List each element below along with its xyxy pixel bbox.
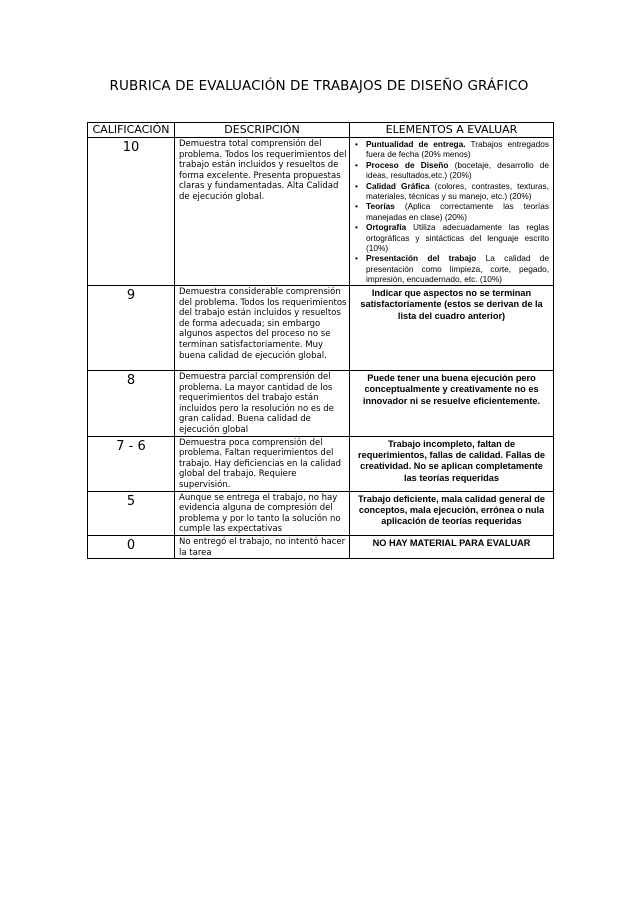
header-calificacion: CALIFICACIÓN — [88, 123, 175, 138]
criterion-text: (Aplica correctamente las teorías manejadas en clase) (20%) — [366, 201, 549, 222]
header-descripcion: DESCRIPCIÓN — [175, 123, 350, 138]
table-row — [88, 286, 554, 371]
list-item — [355, 253, 549, 284]
grade-cell: 9 — [88, 286, 175, 371]
table-row — [88, 535, 554, 558]
header-row — [88, 123, 554, 138]
evaluation-cell: NO HAY MATERIAL PARA EVALUAR — [350, 535, 554, 558]
list-item — [355, 160, 549, 181]
description-cell: Demuestra total comprensión del problema. Todos los requerimientos del trabajo están incluidos y resueltos de forma excelente. Presenta propuestas claras y fundamentadas. Alta Calidad de ejecución global. — [175, 138, 350, 286]
bullet-icon: • — [355, 253, 358, 264]
description-cell: Aunque se entrega el trabajo, no hay evidencia alguna de compresión del problema y por lo tanto la solución no cumple las expectativas — [175, 491, 350, 535]
list-item — [355, 139, 549, 160]
criterion-name: Calidad Gráfica — [366, 180, 430, 191]
bullet-icon: • — [355, 222, 358, 233]
bullet-icon: • — [355, 180, 358, 191]
criterion-text: La calidad de presentación como limpieza, corte, pegado, impresión, encuadernado, etc. (10%) — [366, 253, 549, 285]
evaluation-cell: Trabajo deficiente, mala calidad general de conceptos, mala ejecución, errónea o nula aplicación de teorías requeridas — [350, 491, 554, 535]
criteria-list — [355, 139, 549, 285]
list-item — [355, 201, 549, 222]
description-cell: Demuestra parcial comprensión del problema. La mayor cantidad de los requerimientos del trabajo están incluidos pero la resolución no es de gran calidad. Buena calidad de ejecución global — [175, 371, 350, 437]
grade-cell: 10 — [88, 138, 175, 286]
evaluation-cell: Puede tener una buena ejecución pero conceptualmente y creativamente no es innovador ni se resuelve eficientemente. — [350, 371, 554, 437]
table-row — [88, 138, 554, 286]
criterion-text: (bocetaje, desarrollo de ideas, resultados,etc.) (20%) — [366, 159, 550, 181]
criterion-name: Puntualidad de entrega. — [366, 139, 466, 149]
table-row — [88, 436, 554, 491]
description-cell: Demuestra poca comprensión del problema. Faltan requerimientos del trabajo. Hay deficiencias en la calidad global del trabajo. Requiere supervisión. — [175, 436, 350, 491]
criterion-text: (colores, contrastes, texturas, materiales, técnicas y su manejo, etc.) (20%) — [366, 180, 549, 202]
bullet-icon: • — [355, 139, 358, 149]
evaluation-cell: Indicar que aspectos no se terminan satisfactoriamente (estos se derivan de la lista del cuadro anterior) — [350, 286, 554, 371]
grade-cell: 7 - 6 — [88, 436, 175, 491]
criterion-name: Presentación del trabajo — [366, 253, 477, 264]
grade-cell: 8 — [88, 371, 175, 437]
list-item — [355, 222, 549, 253]
criterion-name: Ortografía — [366, 222, 407, 233]
grade-cell: 0 — [88, 535, 175, 558]
grade-cell: 5 — [88, 491, 175, 535]
table-row — [88, 371, 554, 437]
criterion-name: Teorías — [366, 201, 395, 212]
document-title: RUBRICA DE EVALUACIÓN DE TRABAJOS DE DISEÑO GRÁFICO — [109, 78, 529, 94]
bullet-icon: • — [355, 159, 358, 170]
bullet-icon: • — [355, 201, 358, 212]
criterion-text: Trabajos entregados fuera de fecha (20% menos) — [366, 139, 549, 160]
rubric-table — [87, 122, 554, 559]
criterion-text: Utiliza adecuadamente las reglas ortográficas y sintácticas del lenguaje escrito (10%) — [366, 222, 549, 254]
description-cell: No entregó el trabajo, no intentó hacer la tarea — [175, 535, 350, 558]
evaluation-cell: Trabajo incompleto, faltan de requerimientos, fallas de calidad. Fallas de creatividad. No se aplican completamente las teorías requeridas — [350, 436, 554, 491]
header-elementos: ELEMENTOS A EVALUAR — [350, 123, 554, 138]
description-cell: Demuestra considerable comprensión del problema. Todos los requerimientos del trabajo están incluidos y resueltos de forma adecuada; sin embargo algunos aspectos del proceso no se terminan satisfactoriamente. Muy buena calidad de ejecución global. — [175, 286, 350, 371]
table-row — [88, 491, 554, 535]
criterion-name: Proceso de Diseño — [366, 159, 449, 170]
list-item — [355, 181, 549, 202]
criteria-cell — [350, 138, 554, 286]
